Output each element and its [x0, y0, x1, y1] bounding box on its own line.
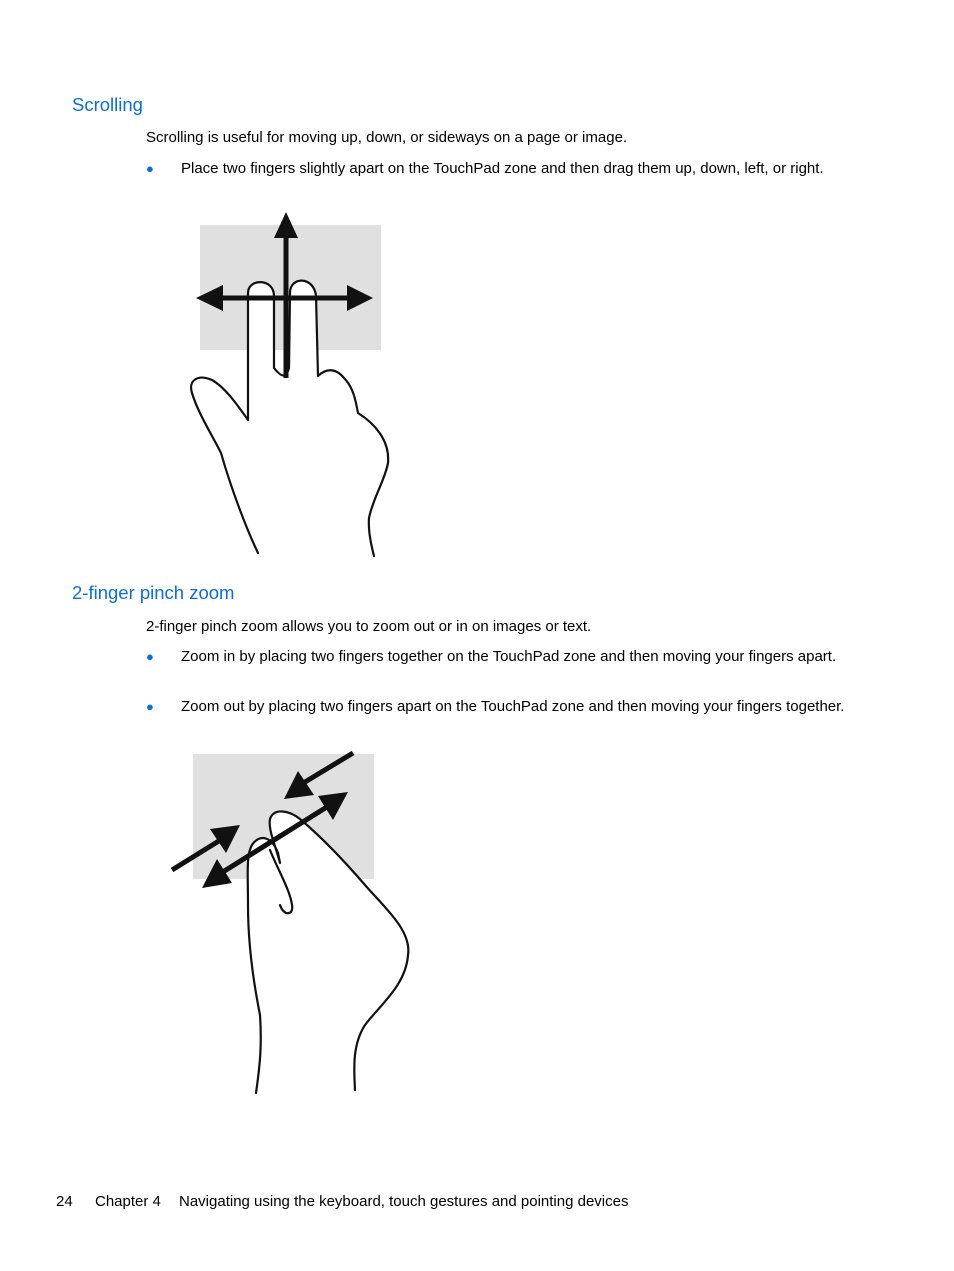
- heading-pinch-zoom: 2-finger pinch zoom: [72, 582, 235, 603]
- scrolling-intro: Scrolling is useful for moving up, down, or sideways on a page or image.: [146, 129, 628, 146]
- bullet-icon: ●: [146, 649, 154, 664]
- bullet-icon: ●: [146, 699, 154, 714]
- bullet-icon: ●: [146, 161, 154, 176]
- chapter-label: Chapter 4: [95, 1193, 161, 1210]
- bullet-text: Place two fingers slightly apart on the TouchPad zone and then drag them up, down, left, or right.: [181, 160, 824, 177]
- bullet-text: Zoom out by placing two fingers apart on the TouchPad zone and then moving your fingers together.: [181, 698, 845, 715]
- pinch-zoom-icon: [160, 745, 420, 1100]
- pinch-zoom-intro: 2-finger pinch zoom allows you to zoom out or in on images or text.: [146, 618, 592, 635]
- chapter-title: Navigating using the keyboard, touch gestures and pointing devices: [179, 1193, 629, 1210]
- page-footer: [56, 1192, 628, 1211]
- two-finger-scroll-icon: [186, 208, 401, 558]
- bullet-text: Zoom in by placing two fingers together on the TouchPad zone and then moving your fingers apart.: [181, 648, 837, 665]
- page-number: 24: [56, 1193, 73, 1210]
- heading-scrolling: Scrolling: [72, 94, 143, 115]
